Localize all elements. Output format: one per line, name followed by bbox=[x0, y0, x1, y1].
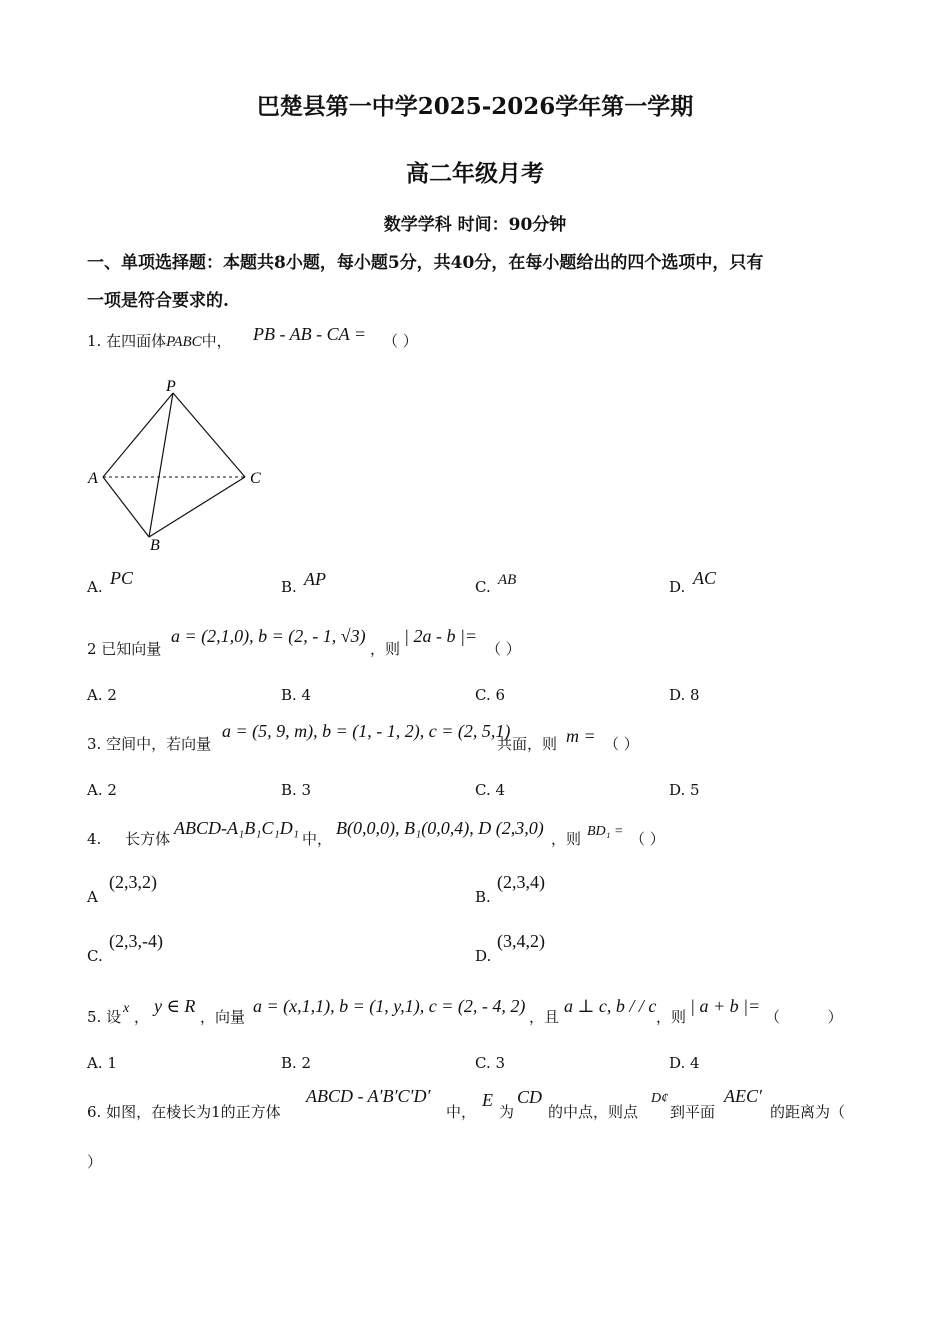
q4-option-a-value: (2,3,2) bbox=[109, 872, 157, 892]
vertex-b-label: B bbox=[150, 537, 160, 554]
q6-t2: 为 bbox=[499, 1103, 515, 1121]
q1-mid: 中， bbox=[201, 332, 232, 350]
q5-mid3: ，则 bbox=[656, 1008, 687, 1026]
option-label: C. bbox=[475, 578, 491, 596]
q4-option-d[interactable]: D. bbox=[475, 947, 492, 965]
q4-expr3: BD₁ = bbox=[587, 824, 624, 839]
vertex-p-label: P bbox=[166, 378, 176, 395]
edge-pa bbox=[103, 393, 173, 477]
edge-pc bbox=[173, 393, 245, 477]
q4-option-d-value: (3,4,2) bbox=[497, 931, 545, 951]
q5-option-d[interactable]: D. 4 bbox=[669, 1054, 700, 1072]
q4-prefix: 4. 长方体 bbox=[87, 830, 171, 848]
q5-expr: y ∈ R bbox=[154, 996, 196, 1016]
q3-prefix: 3. 空间中，若向量 bbox=[87, 735, 212, 753]
q3-expr: a = (5, 9, m), b = (1, - 1, 2), c = (2, 5,1) bbox=[222, 721, 511, 741]
q1-option-a-value: PC bbox=[110, 568, 134, 588]
edge-bc bbox=[149, 477, 245, 537]
tetrahedron-figure bbox=[85, 372, 275, 557]
q1-option-d-value: AC bbox=[693, 568, 717, 588]
q1-option-c[interactable] bbox=[475, 578, 491, 596]
exam-info: 数学学科 时间：90分钟 bbox=[383, 215, 567, 235]
q2-option-a[interactable]: A. 2 bbox=[87, 686, 117, 704]
q3-option-a[interactable]: A. 2 bbox=[87, 781, 117, 799]
q6-e: E bbox=[482, 1090, 493, 1110]
q1-paren: （ ） bbox=[383, 332, 418, 350]
q4-expr: ABCD-A₁B₁C₁D₁ bbox=[174, 818, 300, 838]
q4-option-c-value: (2,3,-4) bbox=[109, 931, 163, 951]
q6-prefix: 6. 如图，在棱长为1的正方体 bbox=[87, 1103, 281, 1121]
q6-t4: 到平面 bbox=[670, 1103, 716, 1121]
q5-mid2: ，且 bbox=[529, 1008, 560, 1026]
q5-prefix: 5. 设 bbox=[87, 1008, 122, 1026]
q2-expr: a = (2,1,0), b = (2, - 1, √3) bbox=[171, 626, 366, 646]
q6-tail: ） bbox=[87, 1153, 103, 1171]
option-label: B. bbox=[281, 578, 297, 596]
q5-expr2: a = (x,1,1), b = (1, y,1), c = (2, - 4, 2) bbox=[253, 996, 526, 1016]
q2-paren: （ ） bbox=[486, 640, 521, 658]
q4-expr2: B(0,0,0), B₁(0,0,4), D (2,3,0) bbox=[336, 818, 544, 838]
q2-mid: ，则 bbox=[370, 640, 401, 658]
q3-mid: 共面，则 bbox=[497, 735, 558, 753]
q6-expr: ABCD - A′B′C′D′ bbox=[306, 1086, 431, 1106]
q1-option-d[interactable] bbox=[669, 578, 685, 596]
q1-option-b[interactable] bbox=[281, 578, 297, 596]
q4-paren: （ ） bbox=[630, 830, 665, 848]
q5-mid: ，向量 bbox=[200, 1008, 246, 1026]
section-heading-line1: 一、单项选择题：本题共8小题，每小题5分，共40分，在每小题给出的四个选项中，只有 bbox=[87, 253, 764, 273]
q4-option-c[interactable]: C. bbox=[87, 947, 103, 965]
q4-option-a[interactable]: A bbox=[87, 888, 98, 906]
option-label: A. bbox=[87, 578, 103, 596]
q3-expr2: m = bbox=[566, 726, 596, 746]
q6-plane: AEC′ bbox=[724, 1086, 762, 1106]
q3-option-d[interactable]: D. 5 bbox=[669, 781, 700, 799]
q5-option-b[interactable]: B. 2 bbox=[281, 1054, 312, 1072]
vertex-c-label: C bbox=[250, 470, 261, 487]
q5-option-a[interactable]: A. 1 bbox=[87, 1054, 117, 1072]
q4-option-b[interactable]: B. bbox=[475, 888, 491, 906]
q5-comma: ， bbox=[134, 1008, 150, 1026]
q2-option-b[interactable]: B. 4 bbox=[281, 686, 312, 704]
q6-t1: 中， bbox=[446, 1103, 477, 1121]
q6-t3: 的中点，则点 bbox=[548, 1103, 639, 1121]
q2-prefix: 2 已知向量 bbox=[87, 640, 162, 658]
page-title: 巴楚县第一中学2025-2026学年第一学期 bbox=[256, 93, 694, 120]
q2-option-c[interactable]: C. 6 bbox=[475, 686, 506, 704]
q1-option-a[interactable] bbox=[87, 578, 103, 596]
q5-x: x bbox=[123, 1001, 130, 1016]
q3-option-b[interactable]: B. 3 bbox=[281, 781, 312, 799]
q1-tetra: PABC bbox=[166, 334, 202, 350]
edge-ab bbox=[103, 477, 149, 537]
q4-option-b-value: (2,3,4) bbox=[497, 872, 545, 892]
q1-expr: PB - AB - CA = bbox=[253, 324, 366, 344]
vertex-a-label: A bbox=[88, 470, 98, 487]
q1-option-c-value: AB bbox=[498, 572, 517, 588]
q5-expr3: a ⊥ c, b / / c bbox=[564, 996, 657, 1016]
q6-cd: CD bbox=[517, 1087, 543, 1107]
q6-d: D¢ bbox=[651, 1091, 669, 1106]
q1-prefix: 1. 在四面体 bbox=[87, 332, 167, 350]
q5-option-c[interactable]: C. 3 bbox=[475, 1054, 506, 1072]
q2-expr2: | 2a - b |= bbox=[404, 626, 478, 646]
q3-paren: （ ） bbox=[604, 735, 639, 753]
q5-expr4: | a + b |= bbox=[690, 996, 761, 1016]
q5-paren: （ ） bbox=[765, 1008, 843, 1026]
section-heading-line2: 一项是符合要求的. bbox=[87, 291, 229, 311]
page-subtitle: 高二年级月考 bbox=[406, 160, 544, 187]
q1-stem bbox=[87, 330, 232, 351]
q4-mid: 中， bbox=[302, 830, 333, 848]
q4-mid2: ，则 bbox=[551, 830, 582, 848]
q3-option-c[interactable]: C. 4 bbox=[475, 781, 506, 799]
q2-option-d[interactable]: D. 8 bbox=[669, 686, 700, 704]
option-label: D. bbox=[669, 578, 686, 596]
q6-t5: 的距离为（ bbox=[770, 1103, 846, 1121]
q1-option-b-value: AP bbox=[304, 569, 326, 589]
edge-pb bbox=[149, 393, 173, 537]
